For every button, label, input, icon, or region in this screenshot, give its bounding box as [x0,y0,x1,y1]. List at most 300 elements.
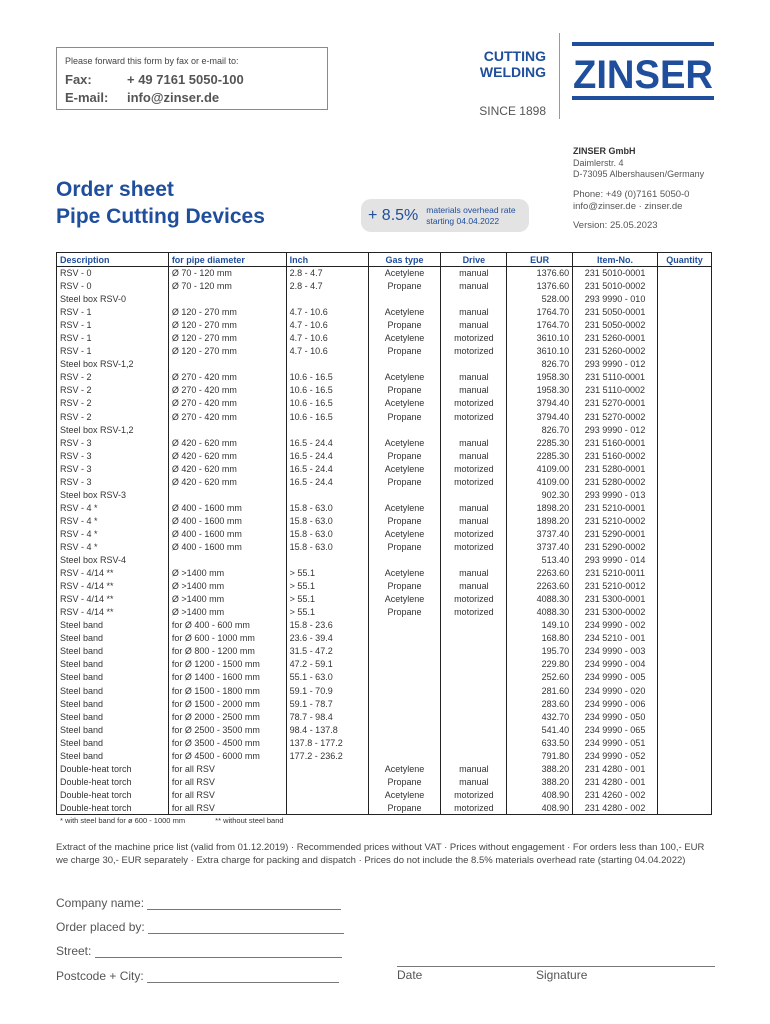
table-row [57,540,712,553]
cell-eur: 902.30 [507,488,573,501]
cell-description: Steel band [57,684,169,697]
cell-eur: 408.90 [507,801,573,814]
cell-quantity[interactable] [658,619,712,632]
cell-inch: 23.6 - 39.4 [286,632,368,645]
cell-drive: motorized [441,540,507,553]
cell-description: Steel band [57,710,169,723]
cell-drive [441,632,507,645]
cell-quantity[interactable] [658,332,712,345]
table-row [57,358,712,371]
cell-quantity[interactable] [658,475,712,488]
cell-item-no: 293 9990 - 010 [573,293,658,306]
cell-description: Steel band [57,619,169,632]
cell-inch [286,358,368,371]
cell-drive [441,554,507,567]
cell-pipe-diameter: for Ø 800 - 1200 mm [168,645,286,658]
cell-gas-type [368,658,441,671]
table-row [57,306,712,319]
cell-drive: motorized [441,606,507,619]
cell-quantity[interactable] [658,410,712,423]
table-row [57,567,712,580]
cell-inch [286,554,368,567]
company-name-field[interactable] [56,896,341,910]
cell-quantity[interactable] [658,593,712,606]
order-table-body [57,267,712,815]
cell-pipe-diameter: Ø 400 - 1600 mm [168,540,286,553]
cell-pipe-diameter [168,358,286,371]
cell-description: Steel box RSV-3 [57,488,169,501]
overhead-badge [361,199,529,232]
cell-quantity[interactable] [658,580,712,593]
footnote-double-star: ** without steel band [215,816,284,825]
cell-description: RSV - 4 * [57,501,169,514]
cell-drive: motorized [441,527,507,540]
brand-tagline [480,48,546,80]
cell-item-no: 293 9990 - 013 [573,488,658,501]
cell-item-no: 231 5300-0001 [573,593,658,606]
cell-gas-type: Acetylene [368,501,441,514]
cell-description: RSV - 4 * [57,540,169,553]
table-row [57,619,712,632]
cell-description: RSV - 0 [57,280,169,293]
cell-quantity[interactable] [658,658,712,671]
cell-pipe-diameter: Ø 400 - 1600 mm [168,501,286,514]
cell-description: RSV - 2 [57,371,169,384]
cell-eur: 2285.30 [507,436,573,449]
order-placed-by-label: Order placed by: [56,920,145,934]
cell-inch: 47.2 - 59.1 [286,658,368,671]
cell-item-no: 231 5260-0001 [573,332,658,345]
cell-description: RSV - 3 [57,475,169,488]
cell-quantity[interactable] [658,632,712,645]
cell-pipe-diameter: Ø >1400 mm [168,567,286,580]
cell-quantity[interactable] [658,371,712,384]
date-label: Date [397,968,423,982]
cell-drive: motorized [441,397,507,410]
postcode-city-line[interactable] [147,971,339,983]
cell-eur: 541.40 [507,723,573,736]
cell-quantity[interactable] [658,775,712,788]
table-row [57,554,712,567]
cell-eur: 4088.30 [507,606,573,619]
cell-gas-type [368,697,441,710]
cell-gas-type: Propane [368,801,441,814]
table-row [57,384,712,397]
version-text: Version: 25.05.2023 [573,220,658,231]
cell-gas-type: Propane [368,319,441,332]
cell-description: Steel band [57,697,169,710]
cell-item-no: 231 5280-0002 [573,475,658,488]
cell-drive [441,619,507,632]
col-pipe-diameter: for pipe diameter [168,253,286,267]
cell-quantity[interactable] [658,436,712,449]
cell-quantity[interactable] [658,280,712,293]
cell-description: RSV - 1 [57,345,169,358]
cell-inch [286,293,368,306]
cell-item-no: 231 5160-0002 [573,449,658,462]
cell-drive: manual [441,501,507,514]
cell-eur: 3794.40 [507,410,573,423]
table-row [57,449,712,462]
table-row [57,332,712,345]
cell-inch: 15.8 - 63.0 [286,501,368,514]
company-name-line[interactable] [147,898,341,910]
cell-gas-type [368,554,441,567]
cell-quantity[interactable] [658,762,712,775]
cell-drive [441,358,507,371]
cell-description: RSV - 3 [57,462,169,475]
cell-inch: 4.7 - 10.6 [286,332,368,345]
cell-inch: > 55.1 [286,580,368,593]
cell-item-no: 231 5210-0012 [573,580,658,593]
cell-gas-type: Acetylene [368,788,441,801]
table-row [57,371,712,384]
cell-item-no: 231 4280 - 002 [573,801,658,814]
cell-pipe-diameter: for all RSV [168,788,286,801]
cell-quantity[interactable] [658,306,712,319]
street-label: Street: [56,944,92,958]
cell-inch: 15.8 - 63.0 [286,514,368,527]
cell-pipe-diameter: for Ø 3500 - 4500 mm [168,736,286,749]
cell-quantity[interactable] [658,293,712,306]
cell-eur: 3737.40 [507,540,573,553]
col-gas-type: Gas type [368,253,441,267]
cell-gas-type: Acetylene [368,306,441,319]
table-row [57,293,712,306]
cell-drive: manual [441,514,507,527]
cell-quantity[interactable] [658,671,712,684]
table-row [57,267,712,280]
cell-description: Steel box RSV-0 [57,293,169,306]
cell-pipe-diameter [168,488,286,501]
cell-eur: 2285.30 [507,449,573,462]
cell-inch [286,762,368,775]
table-row [57,645,712,658]
cell-inch [286,775,368,788]
cell-drive: motorized [441,801,507,814]
cell-eur: 408.90 [507,788,573,801]
cell-pipe-diameter [168,293,286,306]
cell-item-no: 234 9990 - 004 [573,658,658,671]
fax-note: Please forward this form by fax or e-mail to: [65,56,239,66]
cell-eur: 633.50 [507,736,573,749]
cell-quantity[interactable] [658,267,712,280]
cell-drive: motorized [441,332,507,345]
cell-quantity[interactable] [658,801,712,814]
order-placed-by-field[interactable] [56,920,344,934]
cell-description: RSV - 3 [57,436,169,449]
company-address [573,146,704,181]
cell-item-no: 231 5210-0011 [573,567,658,580]
cell-quantity[interactable] [658,554,712,567]
cell-description: RSV - 3 [57,449,169,462]
cell-quantity[interactable] [658,788,712,801]
cell-quantity[interactable] [658,710,712,723]
cell-description: RSV - 4 * [57,514,169,527]
cell-gas-type: Propane [368,449,441,462]
cell-quantity[interactable] [658,319,712,332]
cell-eur: 826.70 [507,423,573,436]
cell-eur: 4109.00 [507,462,573,475]
cell-eur: 1958.30 [507,384,573,397]
cell-pipe-diameter: for all RSV [168,801,286,814]
cell-eur: 388.20 [507,775,573,788]
cell-description: Steel band [57,749,169,762]
cell-quantity[interactable] [658,449,712,462]
cell-item-no: 293 9990 - 012 [573,358,658,371]
cell-eur: 826.70 [507,358,573,371]
cell-inch: 4.7 - 10.6 [286,306,368,319]
cell-item-no: 234 9990 - 005 [573,671,658,684]
cell-gas-type: Acetylene [368,436,441,449]
cell-eur: 3794.40 [507,397,573,410]
cell-description: RSV - 4/14 ** [57,567,169,580]
overhead-percent: + 8.5% [368,206,419,224]
cell-gas-type [368,619,441,632]
cell-item-no: 231 5050-0002 [573,319,658,332]
cell-eur: 281.60 [507,684,573,697]
cell-description: Steel band [57,645,169,658]
cell-pipe-diameter: Ø 120 - 270 mm [168,345,286,358]
cell-pipe-diameter: Ø 120 - 270 mm [168,332,286,345]
cell-inch: 137.8 - 177.2 [286,736,368,749]
table-row [57,775,712,788]
cell-pipe-diameter: Ø 70 - 120 mm [168,267,286,280]
cell-inch: 15.8 - 63.0 [286,527,368,540]
signature-label: Signature [536,968,588,982]
table-header-row [57,253,712,267]
cell-quantity[interactable] [658,397,712,410]
cell-gas-type: Acetylene [368,462,441,475]
table-row [57,684,712,697]
cell-inch: 2.8 - 4.7 [286,280,368,293]
table-row [57,345,712,358]
cell-eur: 168.80 [507,632,573,645]
cell-inch: 16.5 - 24.4 [286,475,368,488]
cell-eur: 2263.60 [507,580,573,593]
cell-item-no: 231 5010-0001 [573,267,658,280]
cell-drive: manual [441,580,507,593]
cell-quantity[interactable] [658,736,712,749]
street-field[interactable] [56,944,342,958]
postcode-city-field[interactable] [56,969,339,983]
email-label: E-mail: [65,90,109,105]
cell-description: RSV - 1 [57,306,169,319]
cell-description: Double-heat torch [57,801,169,814]
col-eur: EUR [507,253,573,267]
cell-eur: 1898.20 [507,514,573,527]
cell-gas-type [368,293,441,306]
cell-eur: 388.20 [507,762,573,775]
cell-pipe-diameter: for Ø 1500 - 1800 mm [168,684,286,697]
cell-quantity[interactable] [658,501,712,514]
cell-description: Steel band [57,723,169,736]
cell-drive: manual [441,371,507,384]
cell-quantity[interactable] [658,645,712,658]
cell-quantity[interactable] [658,606,712,619]
cell-gas-type: Propane [368,345,441,358]
footnote-single-star: * with steel band for ø 600 - 1000 mm [60,816,186,825]
cell-inch: 2.8 - 4.7 [286,267,368,280]
cell-quantity[interactable] [658,514,712,527]
cell-description: Double-heat torch [57,762,169,775]
since-text: SINCE 1898 [479,104,546,118]
cell-quantity[interactable] [658,384,712,397]
table-row [57,697,712,710]
cell-item-no: 293 9990 - 012 [573,423,658,436]
cell-quantity[interactable] [658,423,712,436]
fax-label: Fax: [65,72,92,87]
cell-inch [286,488,368,501]
company-web: info@zinser.de · zinser.de [573,201,683,212]
order-table [56,252,712,815]
cell-inch [286,423,368,436]
cell-gas-type: Propane [368,384,441,397]
email-address: info@zinser.de [127,90,220,105]
cell-description: Steel band [57,658,169,671]
cell-drive: motorized [441,593,507,606]
cell-pipe-diameter: Ø 420 - 620 mm [168,462,286,475]
cell-quantity[interactable] [658,697,712,710]
cell-quantity[interactable] [658,527,712,540]
cell-description: RSV - 2 [57,384,169,397]
cell-drive [441,749,507,762]
cell-inch: 16.5 - 24.4 [286,436,368,449]
cell-eur: 4109.00 [507,475,573,488]
cell-item-no: 234 9990 - 052 [573,749,658,762]
cell-item-no: 234 9990 - 003 [573,645,658,658]
cell-eur: 1764.70 [507,306,573,319]
cell-drive: manual [441,319,507,332]
cell-quantity[interactable] [658,749,712,762]
brand-divider [559,33,560,119]
cell-drive: motorized [441,475,507,488]
cell-drive [441,723,507,736]
cell-gas-type [368,645,441,658]
street-line[interactable] [95,946,342,958]
cell-drive: manual [441,567,507,580]
cell-drive: manual [441,267,507,280]
cell-pipe-diameter: Ø 400 - 1600 mm [168,514,286,527]
cell-description: RSV - 4 * [57,527,169,540]
cell-eur: 3737.40 [507,527,573,540]
cell-gas-type: Propane [368,580,441,593]
cell-quantity[interactable] [658,540,712,553]
cell-gas-type: Propane [368,410,441,423]
cell-inch: 55.1 - 63.0 [286,671,368,684]
cell-eur: 791.80 [507,749,573,762]
cell-pipe-diameter: for Ø 4500 - 6000 mm [168,749,286,762]
tagline-welding: WELDING [479,64,546,80]
cell-drive [441,423,507,436]
cell-item-no: 231 5290-0001 [573,527,658,540]
cell-quantity[interactable] [658,723,712,736]
cell-item-no: 231 5290-0002 [573,540,658,553]
cell-item-no: 231 5300-0002 [573,606,658,619]
footnotes [60,816,312,825]
cell-quantity[interactable] [658,462,712,475]
cell-drive: motorized [441,345,507,358]
cell-quantity[interactable] [658,488,712,501]
cell-description: RSV - 4/14 ** [57,606,169,619]
cell-eur: 283.60 [507,697,573,710]
cell-eur: 1958.30 [507,371,573,384]
cell-pipe-diameter [168,423,286,436]
cell-gas-type: Propane [368,540,441,553]
cell-description: RSV - 4/14 ** [57,580,169,593]
overhead-line-1: materials overhead rate [426,204,516,215]
cell-gas-type [368,736,441,749]
table-row [57,488,712,501]
cell-drive [441,293,507,306]
order-placed-by-line[interactable] [148,922,344,934]
cell-item-no: 234 9990 - 020 [573,684,658,697]
table-row [57,593,712,606]
cell-item-no: 231 5280-0001 [573,462,658,475]
cell-drive: manual [441,762,507,775]
page-title [56,176,265,230]
table-row [57,319,712,332]
cell-gas-type: Acetylene [368,371,441,384]
cell-inch: 59.1 - 70.9 [286,684,368,697]
cell-inch: > 55.1 [286,606,368,619]
cell-inch: 31.5 - 47.2 [286,645,368,658]
cell-description: RSV - 1 [57,332,169,345]
cell-item-no: 234 9990 - 065 [573,723,658,736]
cell-inch: 15.8 - 63.0 [286,540,368,553]
title-line-1: Order sheet [56,178,174,201]
zinser-logo [568,40,718,102]
cell-eur: 149.10 [507,619,573,632]
tagline-cutting: CUTTING [483,48,546,64]
cell-eur: 1898.20 [507,501,573,514]
cell-quantity[interactable] [658,345,712,358]
cell-inch: 78.7 - 98.4 [286,710,368,723]
cell-pipe-diameter: for all RSV [168,775,286,788]
cell-item-no: 231 5270-0002 [573,410,658,423]
cell-drive: manual [441,280,507,293]
cell-description: Steel band [57,736,169,749]
cell-eur: 3610.10 [507,332,573,345]
cell-item-no: 231 4260 - 002 [573,788,658,801]
company-contact [573,189,689,213]
table-row [57,749,712,762]
cell-quantity[interactable] [658,567,712,580]
cell-quantity[interactable] [658,684,712,697]
table-row [57,606,712,619]
table-row [57,410,712,423]
cell-inch [286,788,368,801]
cell-item-no: 231 4280 - 001 [573,762,658,775]
cell-quantity[interactable] [658,358,712,371]
cell-inch: > 55.1 [286,567,368,580]
cell-gas-type: Acetylene [368,567,441,580]
cell-description: RSV - 2 [57,410,169,423]
cell-item-no: 234 9990 - 051 [573,736,658,749]
cell-pipe-diameter: Ø 120 - 270 mm [168,306,286,319]
cell-pipe-diameter: for Ø 2000 - 2500 mm [168,710,286,723]
cell-inch: 98.4 - 137.8 [286,723,368,736]
fax-number: + 49 7161 5050-100 [127,72,244,87]
cell-item-no: 231 5160-0001 [573,436,658,449]
cell-pipe-diameter: Ø >1400 mm [168,580,286,593]
cell-item-no: 293 9990 - 014 [573,554,658,567]
date-signature-line[interactable] [397,966,715,967]
cell-gas-type: Propane [368,280,441,293]
cell-gas-type: Propane [368,514,441,527]
cell-inch: 10.6 - 16.5 [286,384,368,397]
cell-description: Steel box RSV-4 [57,554,169,567]
